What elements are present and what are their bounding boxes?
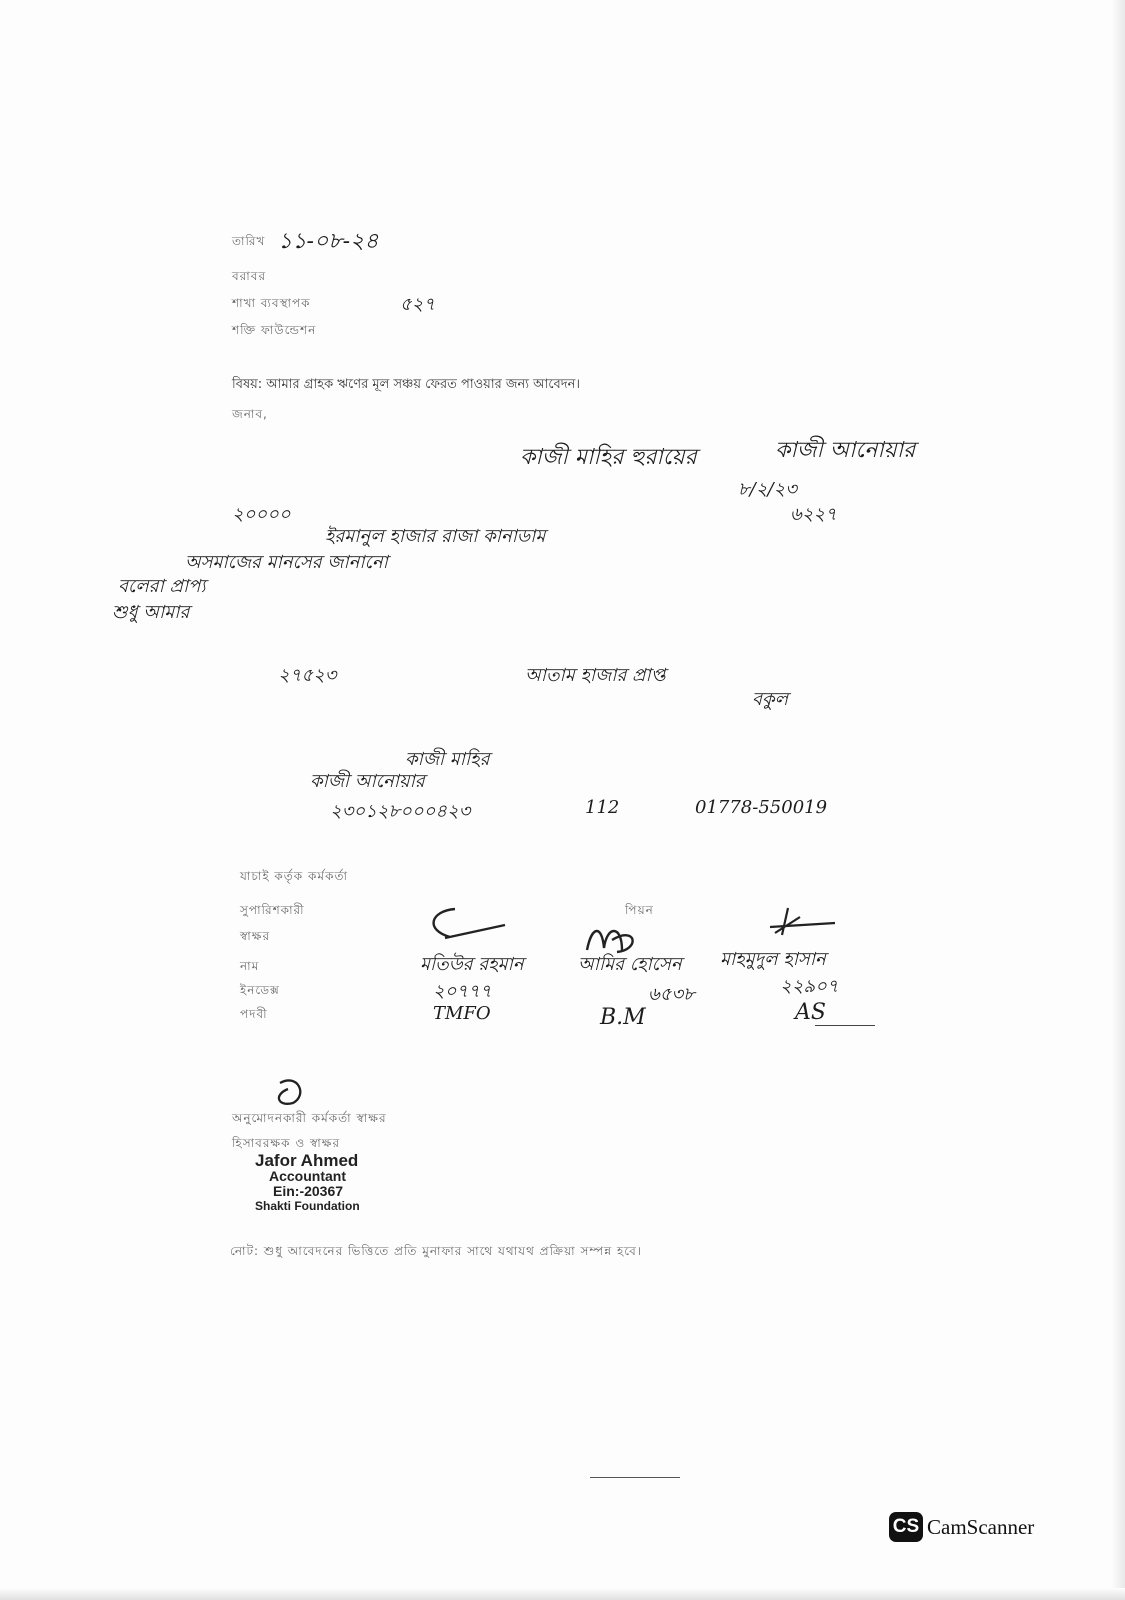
- header-to: বরাবর: [232, 269, 267, 283]
- stamp-ein: Ein:-20367: [273, 1183, 344, 1199]
- verification-col-mid: পিয়ন: [625, 903, 654, 917]
- applicant-name-hand-2: কাজী আনোয়ার: [310, 771, 425, 792]
- accountant-stamp: [255, 1153, 360, 1214]
- applicant-name-hand: কাজী মাহির হুরায়ের: [520, 445, 697, 470]
- applicant-nid: ২৩০১২৮০০০৪২৩: [330, 801, 471, 822]
- para2-approve-hand: বকুল: [752, 689, 789, 710]
- officer-2-role: B.M: [600, 1005, 646, 1030]
- date-value: ১১-০৮-২৪: [278, 229, 379, 254]
- father-name-hand: কাজী আনোয়ার: [775, 438, 916, 463]
- stamp-org: Shakti Foundation: [255, 1199, 360, 1213]
- header-designation: শাখা ব্যবস্থাপক: [232, 296, 311, 310]
- subject-line: বিষয়: আমার গ্রাহক ঋণের মূল সঞ্চয় ফেরত পাওয়ার জন্য আবেদন।: [232, 377, 581, 392]
- verification-row-1: স্বাক্ষর: [240, 929, 271, 943]
- verification-row-3: ইনডেক্স: [240, 983, 280, 997]
- officer-3-underline: [815, 1025, 875, 1026]
- signature-as-icon: [760, 905, 840, 940]
- signature-approver-icon: [268, 1075, 312, 1109]
- amount-hand: ২০০০০: [232, 504, 291, 525]
- scan-edge-shadow-right: [1111, 0, 1125, 1600]
- stamp-name: Jafor Ahmed: [255, 1151, 359, 1170]
- scan-edge-shadow-bottom: [0, 1588, 1125, 1600]
- officer-1-name: মতিউর রহমান: [420, 954, 524, 975]
- officer-2-name: আমির হোসেন: [578, 954, 682, 975]
- applicant-sign-hand: কাজী মাহির: [405, 749, 490, 770]
- officer-1-role: TMFO: [433, 1003, 491, 1024]
- body-line4-hand: অসমাজের মানসের জানানো: [185, 552, 388, 573]
- officer-2-index: ৬৫৩৮: [648, 984, 695, 1005]
- verification-row-2: নাম: [240, 959, 260, 973]
- header-branch-code: ৫২৭: [400, 294, 436, 315]
- camscanner-watermark: [889, 1512, 1034, 1542]
- salutation: জনাব,: [232, 407, 268, 421]
- footer-line1: অনুমোদনকারী কর্মকর্তা স্বাক্ষর: [232, 1111, 387, 1125]
- loan-date-hand: ৮/২/২৩: [738, 479, 797, 500]
- header-org: শক্তি ফাউন্ডেশন: [232, 323, 317, 337]
- verification-row-0: সুপারিশকারী: [240, 903, 305, 917]
- officer-3-index: ২২৯০৭: [780, 976, 839, 997]
- body-line5-hand: বলেরা প্রাপ্য: [118, 576, 206, 597]
- camscanner-badge: CS: [889, 1512, 923, 1542]
- camscanner-text: CamScanner: [927, 1514, 1035, 1539]
- date-label: তারিখ: [232, 234, 266, 248]
- witness-hand: ইরমানুল হাজার রাজা কানাডাম: [325, 526, 546, 547]
- member-no-hand: ৬২২৭: [790, 504, 837, 525]
- officer-3-role: AS: [795, 1000, 826, 1025]
- officer-3-name: মাহমুদুল হাসান: [720, 949, 826, 970]
- signature-tmfo-icon: [425, 905, 515, 945]
- applicant-mobile: 01778-550019: [695, 797, 828, 818]
- footer-note: নোট: শুধু আবেদনের ভিত্তিতে প্রতি মুনাফার সাথে যথাযথ প্রক্রিয়া সম্পন্ন হবে।: [230, 1244, 643, 1258]
- applicant-code: 112: [585, 797, 620, 818]
- body-line6-hand: শুধু আমার: [112, 602, 190, 623]
- stamp-title: Accountant: [269, 1168, 346, 1184]
- para2-name-hand: আতাম হাজার প্রাপ্ত: [525, 665, 666, 686]
- verification-row-4: পদবী: [240, 1007, 268, 1021]
- page-bottom-rule: [590, 1477, 680, 1478]
- para2-number-hand: ২৭৫২৩: [278, 665, 337, 686]
- officer-1-index: ২০৭৭৭: [433, 981, 492, 1002]
- footer-line2: হিসাবরক্ষক ও স্বাক্ষর: [232, 1136, 341, 1150]
- verification-title: যাচাই কর্তৃক কর্মকর্তা: [240, 869, 348, 883]
